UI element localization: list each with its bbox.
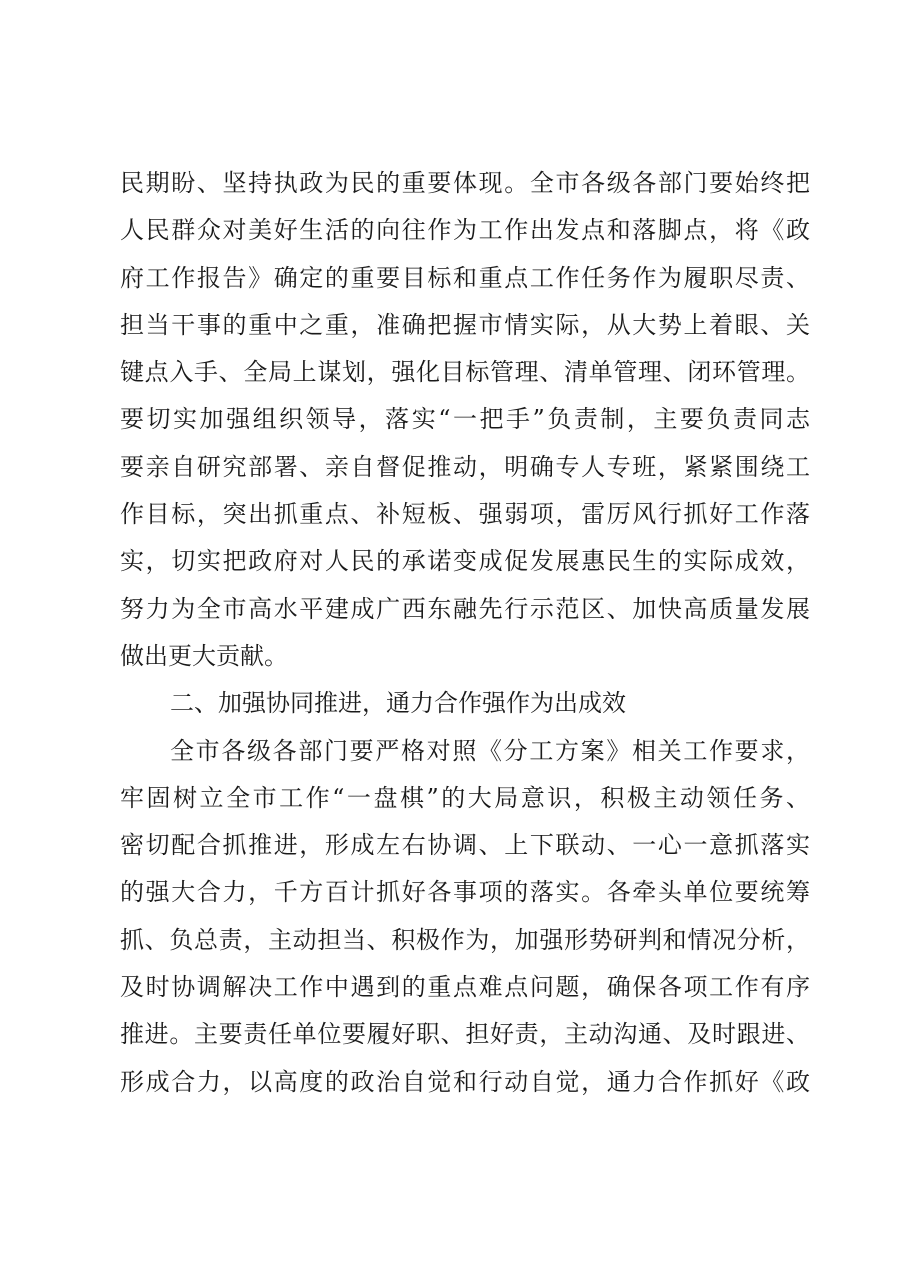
text-line: 做出更大贡献。 (120, 641, 288, 670)
text-line: 实，切实把政府对人民的承诺变成促发展惠民生的实际成效， (120, 547, 810, 576)
text-line: 的强大合力，千方百计抓好各事项的落实。各牵头单位要统筹 (120, 878, 810, 907)
text-line: 抓、负总责，主动担当、积极作为，加强形势研判和情况分析， (120, 925, 810, 954)
text-line: 担当干事的重中之重，准确把握市情实际，从大势上着眼、关 (120, 310, 810, 339)
text-line: 全市各级各部门要严格对照《分工方案》相关工作要求， (170, 736, 810, 765)
text-line: 及时协调解决工作中遇到的重点难点问题，确保各项工作有序 (120, 973, 810, 1002)
text-line: 键点入手、全局上谋划，强化目标管理、清单管理、闭环管理。 (120, 358, 810, 387)
text-line: 民期盼、坚持执政为民的重要体现。全市各级各部门要始终把 (120, 169, 810, 197)
text-line: 形成合力，以高度的政治自觉和行动自觉，通力合作抓好《政 (120, 1067, 810, 1096)
text-line: 府工作报告》确定的重要目标和重点工作任务作为履职尽责、 (120, 263, 810, 292)
text-line: 要亲自研究部署、亲自督促推动，明确专人专班，紧紧围绕工 (120, 452, 810, 481)
text-line: 要切实加强组织领导，落实“一把手”负责制，主要负责同志 (120, 405, 810, 434)
text-line: 人民群众对美好生活的向往作为工作出发点和落脚点，将《政 (120, 216, 810, 245)
text-line: 努力为全市高水平建成广西东融先行示范区、加快高质量发展 (120, 594, 810, 623)
text-line: 密切配合抓推进，形成左右协调、上下联动、一心一意抓落实 (120, 831, 810, 860)
text-line: 推进。主要责任单位要履好职、担好责，主动沟通、及时跟进、 (120, 1020, 810, 1049)
document-body (120, 160, 810, 1106)
text-line: 作目标，突出抓重点、补短板、强弱项，雷厉风行抓好工作落 (120, 500, 810, 529)
text-line: 牢固树立全市工作“一盘棋”的大局意识，积极主动领任务、 (120, 783, 810, 812)
section-heading: 二、加强协同推进，通力合作强作为出成效 (170, 689, 626, 718)
